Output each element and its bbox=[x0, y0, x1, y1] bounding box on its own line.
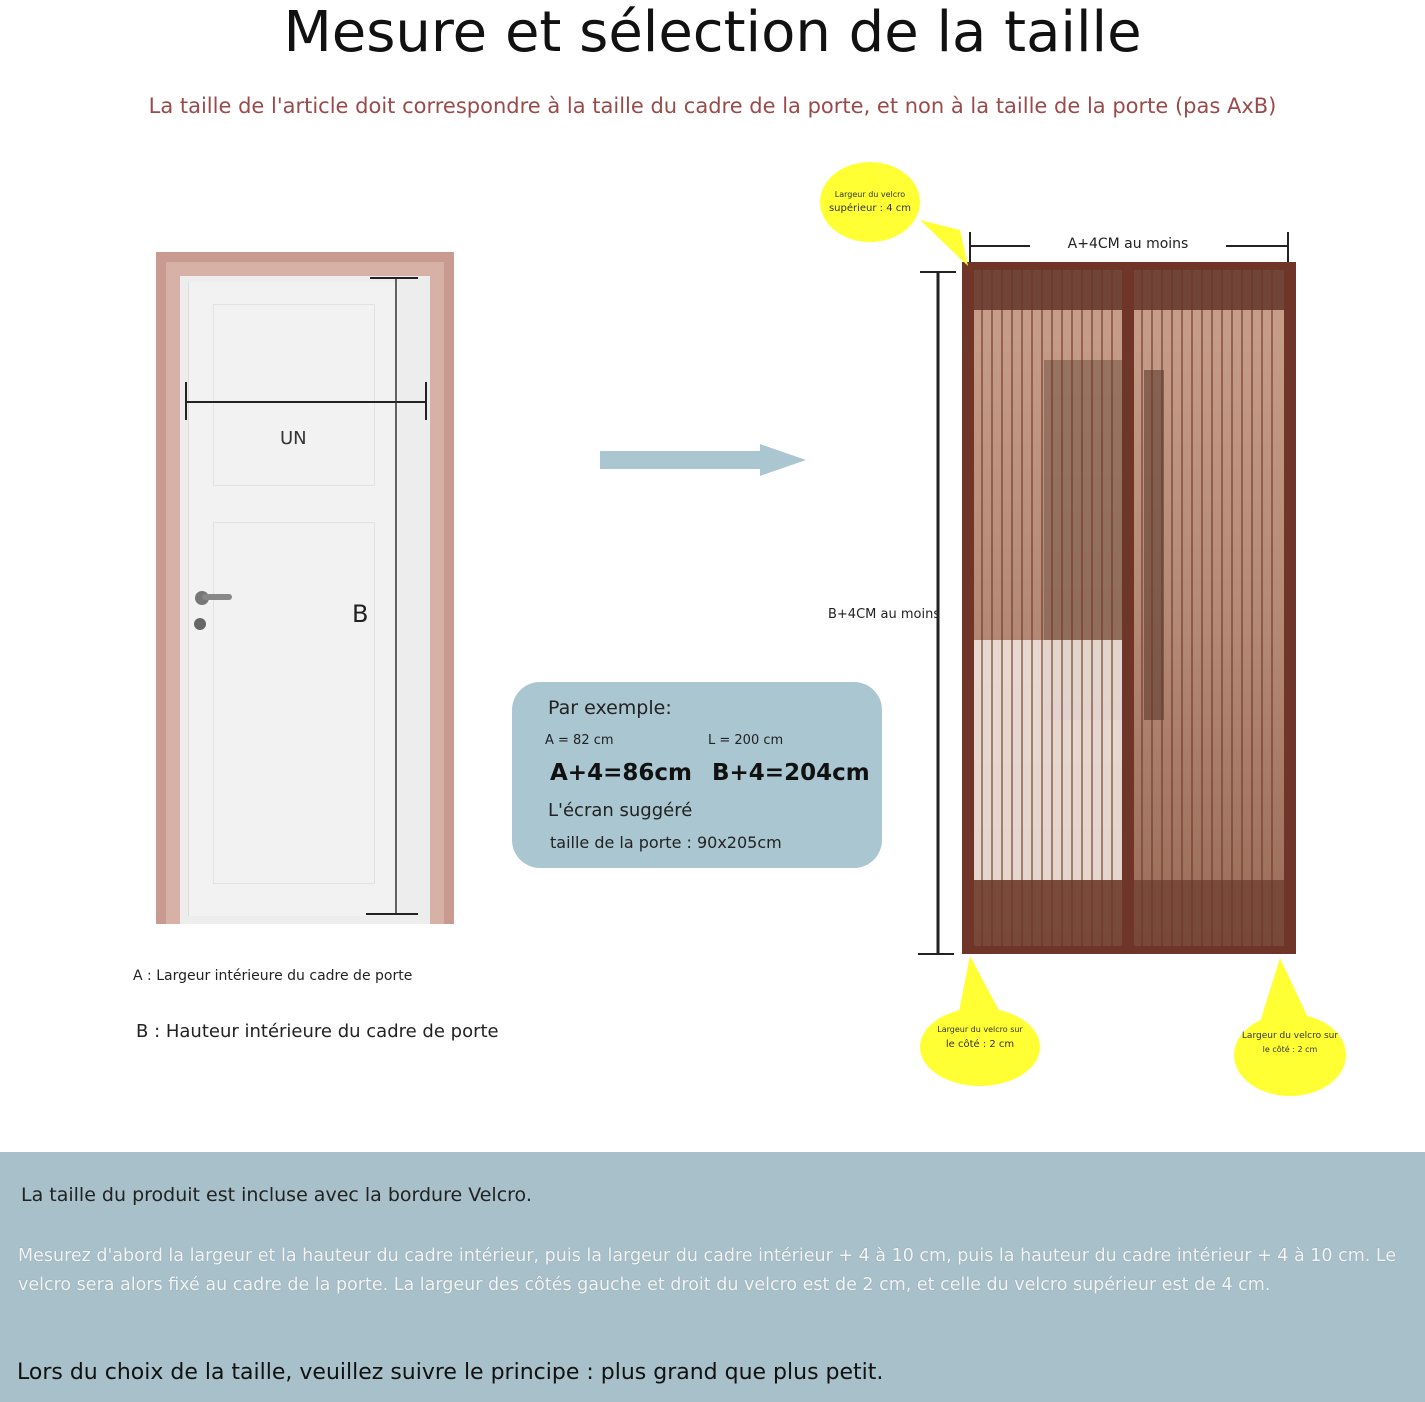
footer-line-velcro: La taille du produit est incluse avec la bordure Velcro. bbox=[21, 1184, 532, 1206]
footer-line-principle: Lors du choix de la taille, veuillez suivre le principe : plus grand que plus petit. bbox=[17, 1360, 884, 1385]
example-door-size: taille de la porte : 90x205cm bbox=[550, 833, 782, 852]
page-title: Mesure et sélection de la taille bbox=[283, 0, 1142, 65]
example-heading: Par exemple: bbox=[548, 697, 672, 719]
bubble-top-velcro: Largeur du velcro supérieur : 4 cm bbox=[820, 162, 920, 242]
footer-line-instructions: Mesurez d'abord la largeur et la hauteur du cadre intérieur, puis la largeur du cadre intérieur + 4 à 10 cm, puis la hauteur du cadre intérieur + 4 à 10 cm. Le velcro sera alors fixé au cadre de la porte. La largeur des côtés gauche et droit du velcro est de 2 cm, et celle du velcro supérieur est de 4 cm. bbox=[18, 1246, 1397, 1295]
right-arrow-icon bbox=[600, 440, 810, 480]
screen-measure-lines bbox=[910, 226, 1300, 960]
bubble-bottom-left-velcro: Largeur du velcro sur le côté : 2 cm bbox=[920, 1008, 1040, 1086]
legend-b: B : Hauteur intérieure du cadre de porte bbox=[136, 1021, 499, 1042]
legend-a: A : Largeur intérieure du cadre de porte bbox=[133, 968, 413, 984]
example-a-value: A = 82 cm bbox=[545, 733, 614, 748]
example-calc-b: B+4=204cm bbox=[712, 760, 870, 786]
example-l-value: L = 200 cm bbox=[708, 733, 784, 748]
example-calc-a: A+4=86cm bbox=[550, 760, 692, 786]
bubble-bottom-right-velcro: Largeur du velcro sur le côté : 2 cm bbox=[1234, 1014, 1346, 1096]
door-label-b: B bbox=[352, 600, 369, 628]
page-subtitle: La taille de l'article doit correspondre à la taille du cadre de la porte, et non à la taille de la porte (pas AxB) bbox=[148, 94, 1277, 118]
screen-width-label: A+4CM au moins bbox=[1030, 236, 1226, 252]
screen-height-label: B+4CM au moins bbox=[828, 607, 941, 622]
example-suggested: L'écran suggéré bbox=[548, 800, 693, 821]
door-measure-lines bbox=[150, 270, 450, 930]
door-label-a: UN bbox=[280, 428, 307, 449]
